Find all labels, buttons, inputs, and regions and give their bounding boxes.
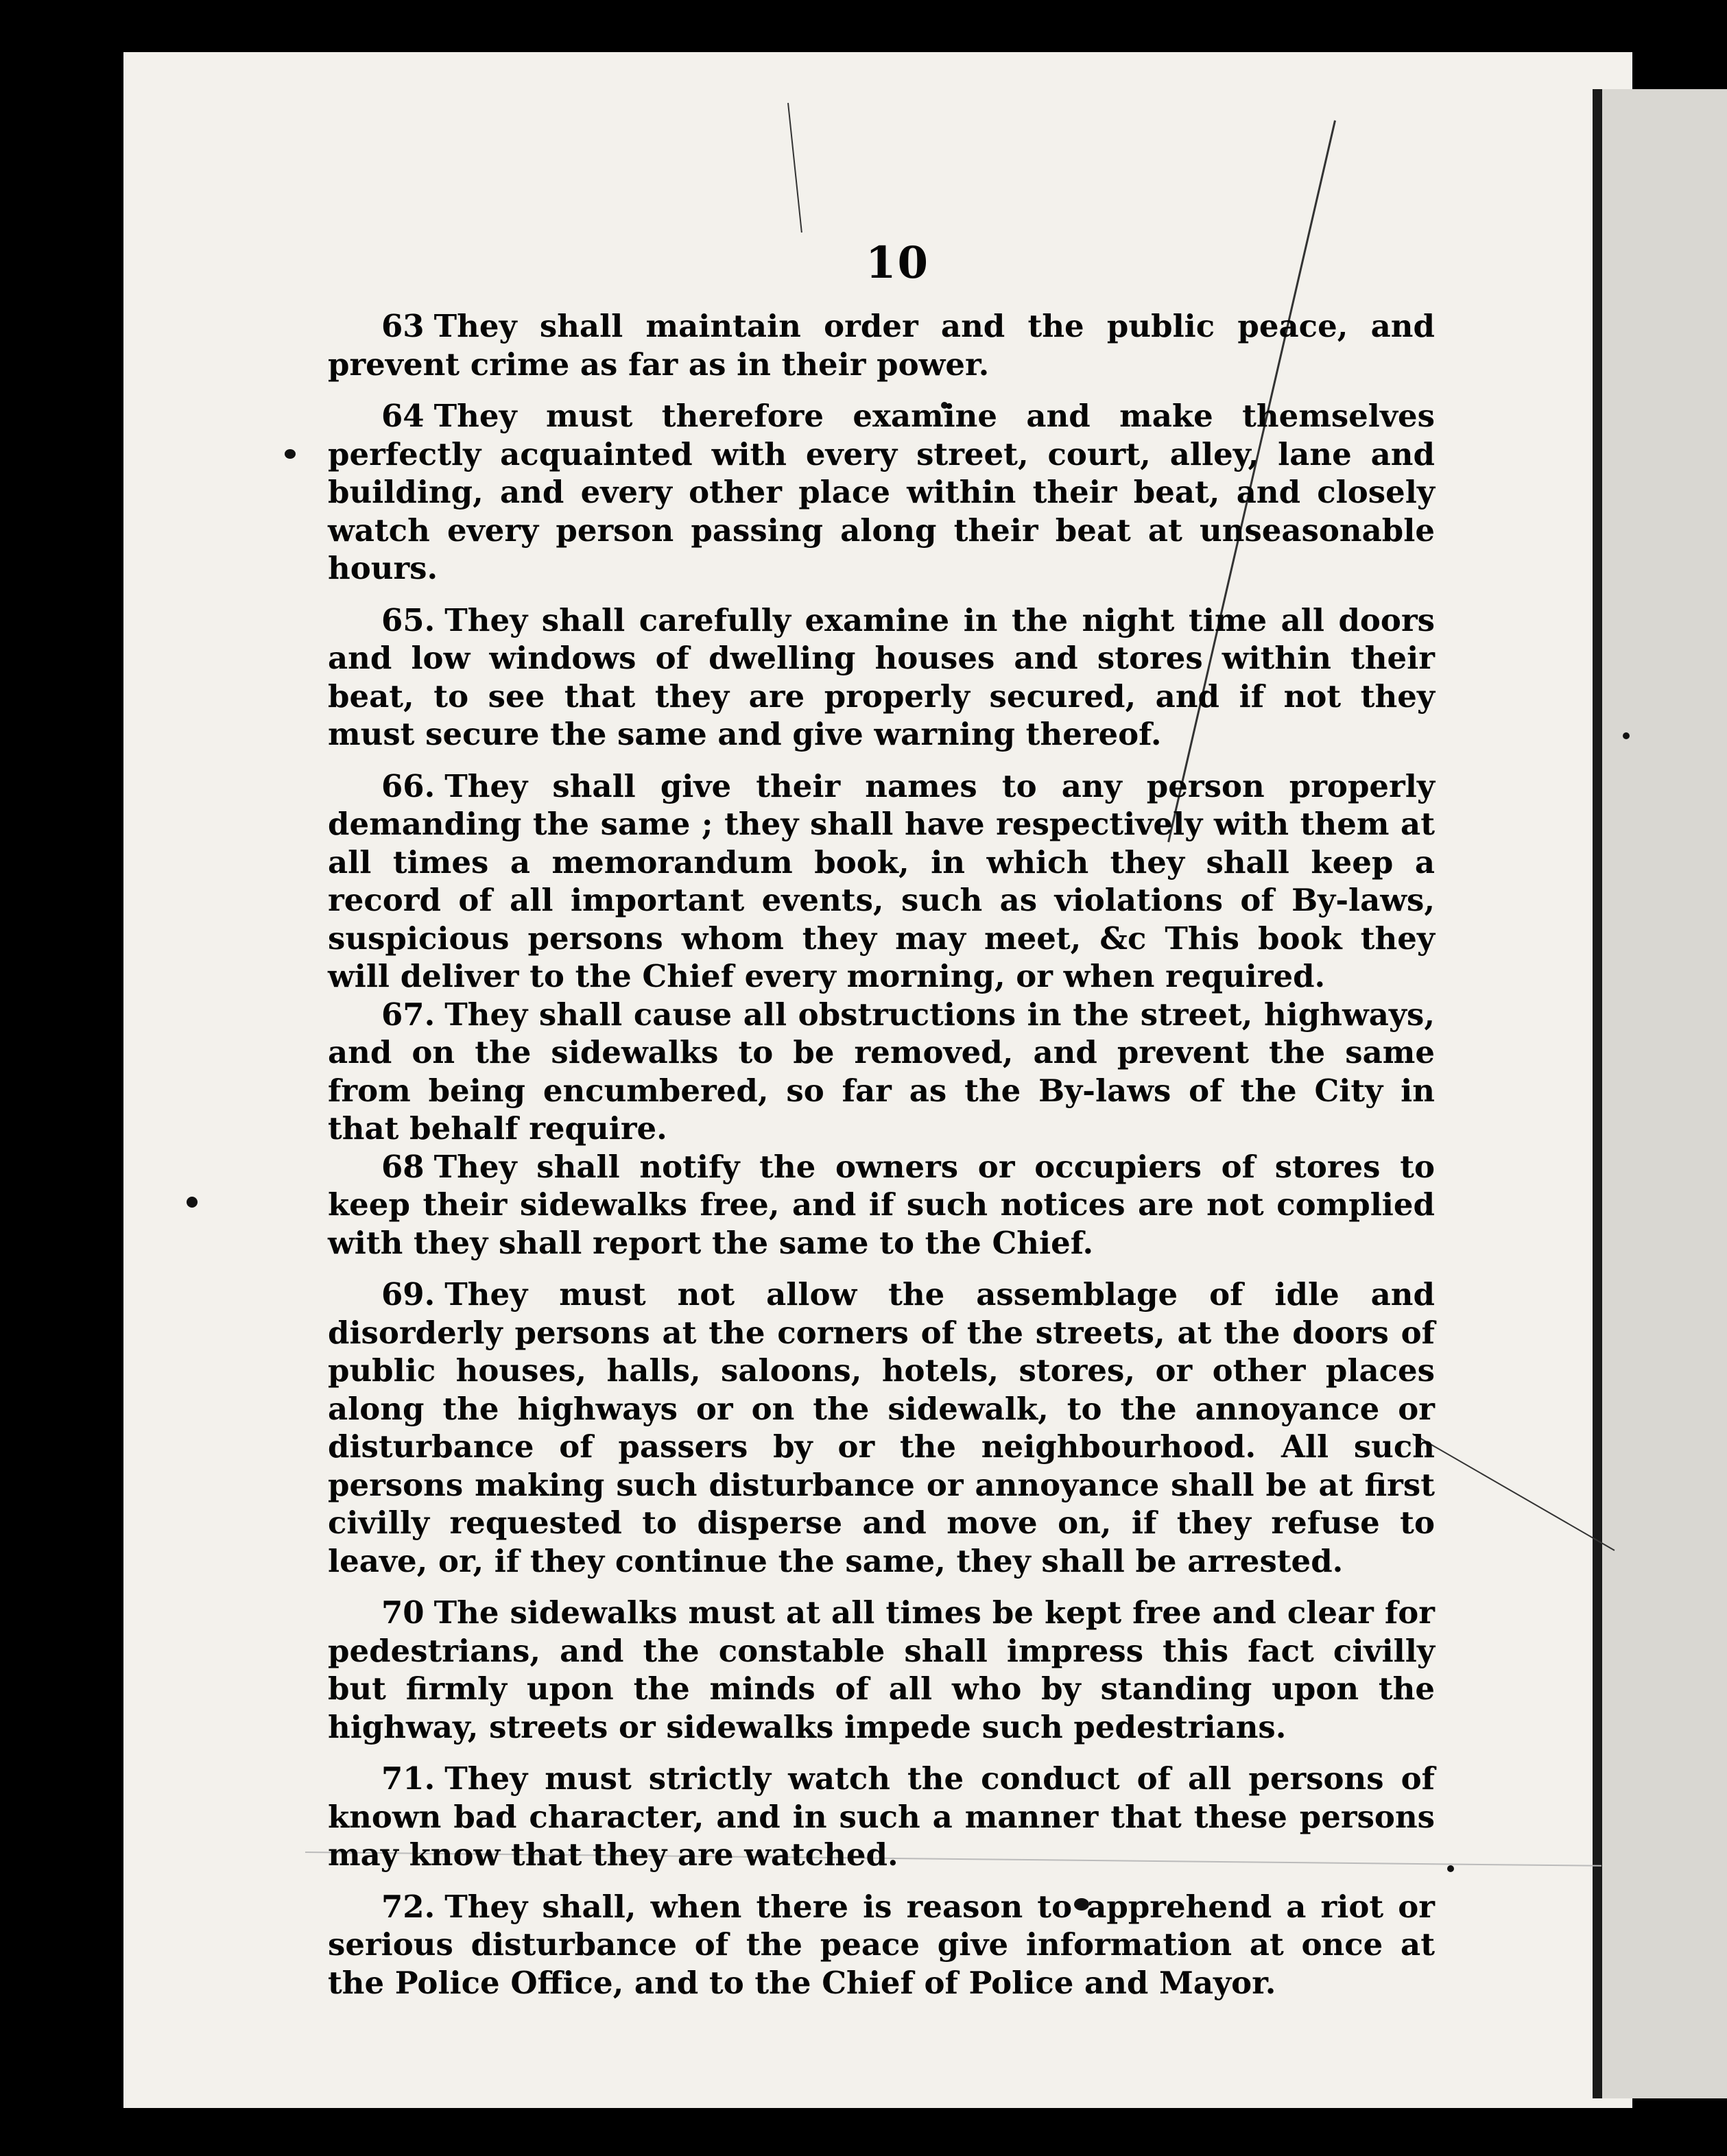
page-number: 10 <box>866 237 930 289</box>
paragraph-number: 72. <box>381 1888 436 1925</box>
ink-speck <box>1623 732 1630 739</box>
paragraph-number: 69. <box>381 1276 436 1313</box>
paragraph-number: 70 <box>381 1594 425 1631</box>
paragraph-67 <box>328 996 1435 1148</box>
adjacent-page-margin <box>1602 89 1727 2098</box>
paragraph-text: They shall give their names to any person properly demanding the same ; they shall have respectively with them at all times a memorandum book, in which they shall keep a record of all important events, such as violations of By-laws, suspicious persons whom they may meet, &c This book they will deliver to the Chief every morning, or when required. <box>328 767 1435 994</box>
ink-speck <box>187 1197 198 1208</box>
paragraph-text: They shall, when there is reason to apprehend a riot or serious disturbance of the peace give information at once at the Police Office, and to the Chief of Police and Mayor. <box>328 1888 1435 2001</box>
paragraph-63 <box>328 307 1435 383</box>
paragraph-text: They shall notify the owners or occupiers of stores to keep their sidewalks free, and if such notices are not complied with they shall report the same to the Chief. <box>328 1148 1435 1261</box>
paragraph-69 <box>328 1275 1435 1580</box>
paragraph-70 <box>328 1594 1435 1746</box>
ink-speck <box>1447 1865 1454 1872</box>
paragraph-text: They must not allow the assemblage of idle and disorderly persons at the corners of the streets, at the doors of public houses, halls, saloons, hotels, stores, or other places along the highways or on the sidewalk, to the annoyance or disturbance of passers by or the neighbourhood. All such persons making such disturbance or annoyance shall be at first civilly requested to disperse and move on, if they refuse to leave, or, if they continue the same, they shall be arrested. <box>328 1276 1435 1579</box>
paragraph-number: 63 <box>381 308 425 344</box>
paragraph-number: 71. <box>381 1760 436 1797</box>
paragraph-text: They must strictly watch the conduct of all persons of known bad character, and in such a manner that these persons may know that they are watched. <box>328 1760 1435 1873</box>
paragraph-number: 67. <box>381 996 436 1033</box>
paragraph-64 <box>328 397 1435 588</box>
paragraph-71 <box>328 1760 1435 1874</box>
paragraph-number: 68 <box>381 1148 425 1185</box>
page-fold-edge <box>1593 89 1602 2098</box>
paragraph-text: They shall cause all obstructions in the street, highways, and on the sidewalks to be removed, and prevent the same from being encumbered, so far as the By-laws of the City in that behalf require. <box>328 996 1435 1147</box>
paragraph-number: 65. <box>381 601 436 638</box>
paragraph-number: 64 <box>381 398 425 434</box>
paragraph-66 <box>328 767 1435 996</box>
paragraph-65 <box>328 601 1435 754</box>
paragraph-68 <box>328 1148 1435 1262</box>
paragraph-text: The sidewalks must at all times be kept free and clear for pedestrians, and the constable shall impress this fact civilly but firmly upon the minds of all who by standing upon the highway, streets or sidewalks impede such pedestrians. <box>328 1594 1435 1745</box>
paragraph-text: They shall carefully examine in the night time all doors and low windows of dwelling houses and stores within their beat, to see that they are properly secured, and if not they must secure the same and give warning thereof. <box>328 601 1435 752</box>
ink-speck <box>285 449 296 459</box>
paragraph-number: 66. <box>381 767 436 804</box>
paragraph-72 <box>328 1888 1435 2002</box>
paragraph-text: They shall maintain order and the public peace, and prevent crime as far as in their power. <box>328 308 1435 383</box>
document-body <box>328 307 1435 2002</box>
paragraph-text: They must therefore examine and make themselves perfectly acquainted with every street, court, alley, lane and building, and every other place within their beat, and closely watch every person passing along their beat at unseasonable hours. <box>328 398 1435 586</box>
